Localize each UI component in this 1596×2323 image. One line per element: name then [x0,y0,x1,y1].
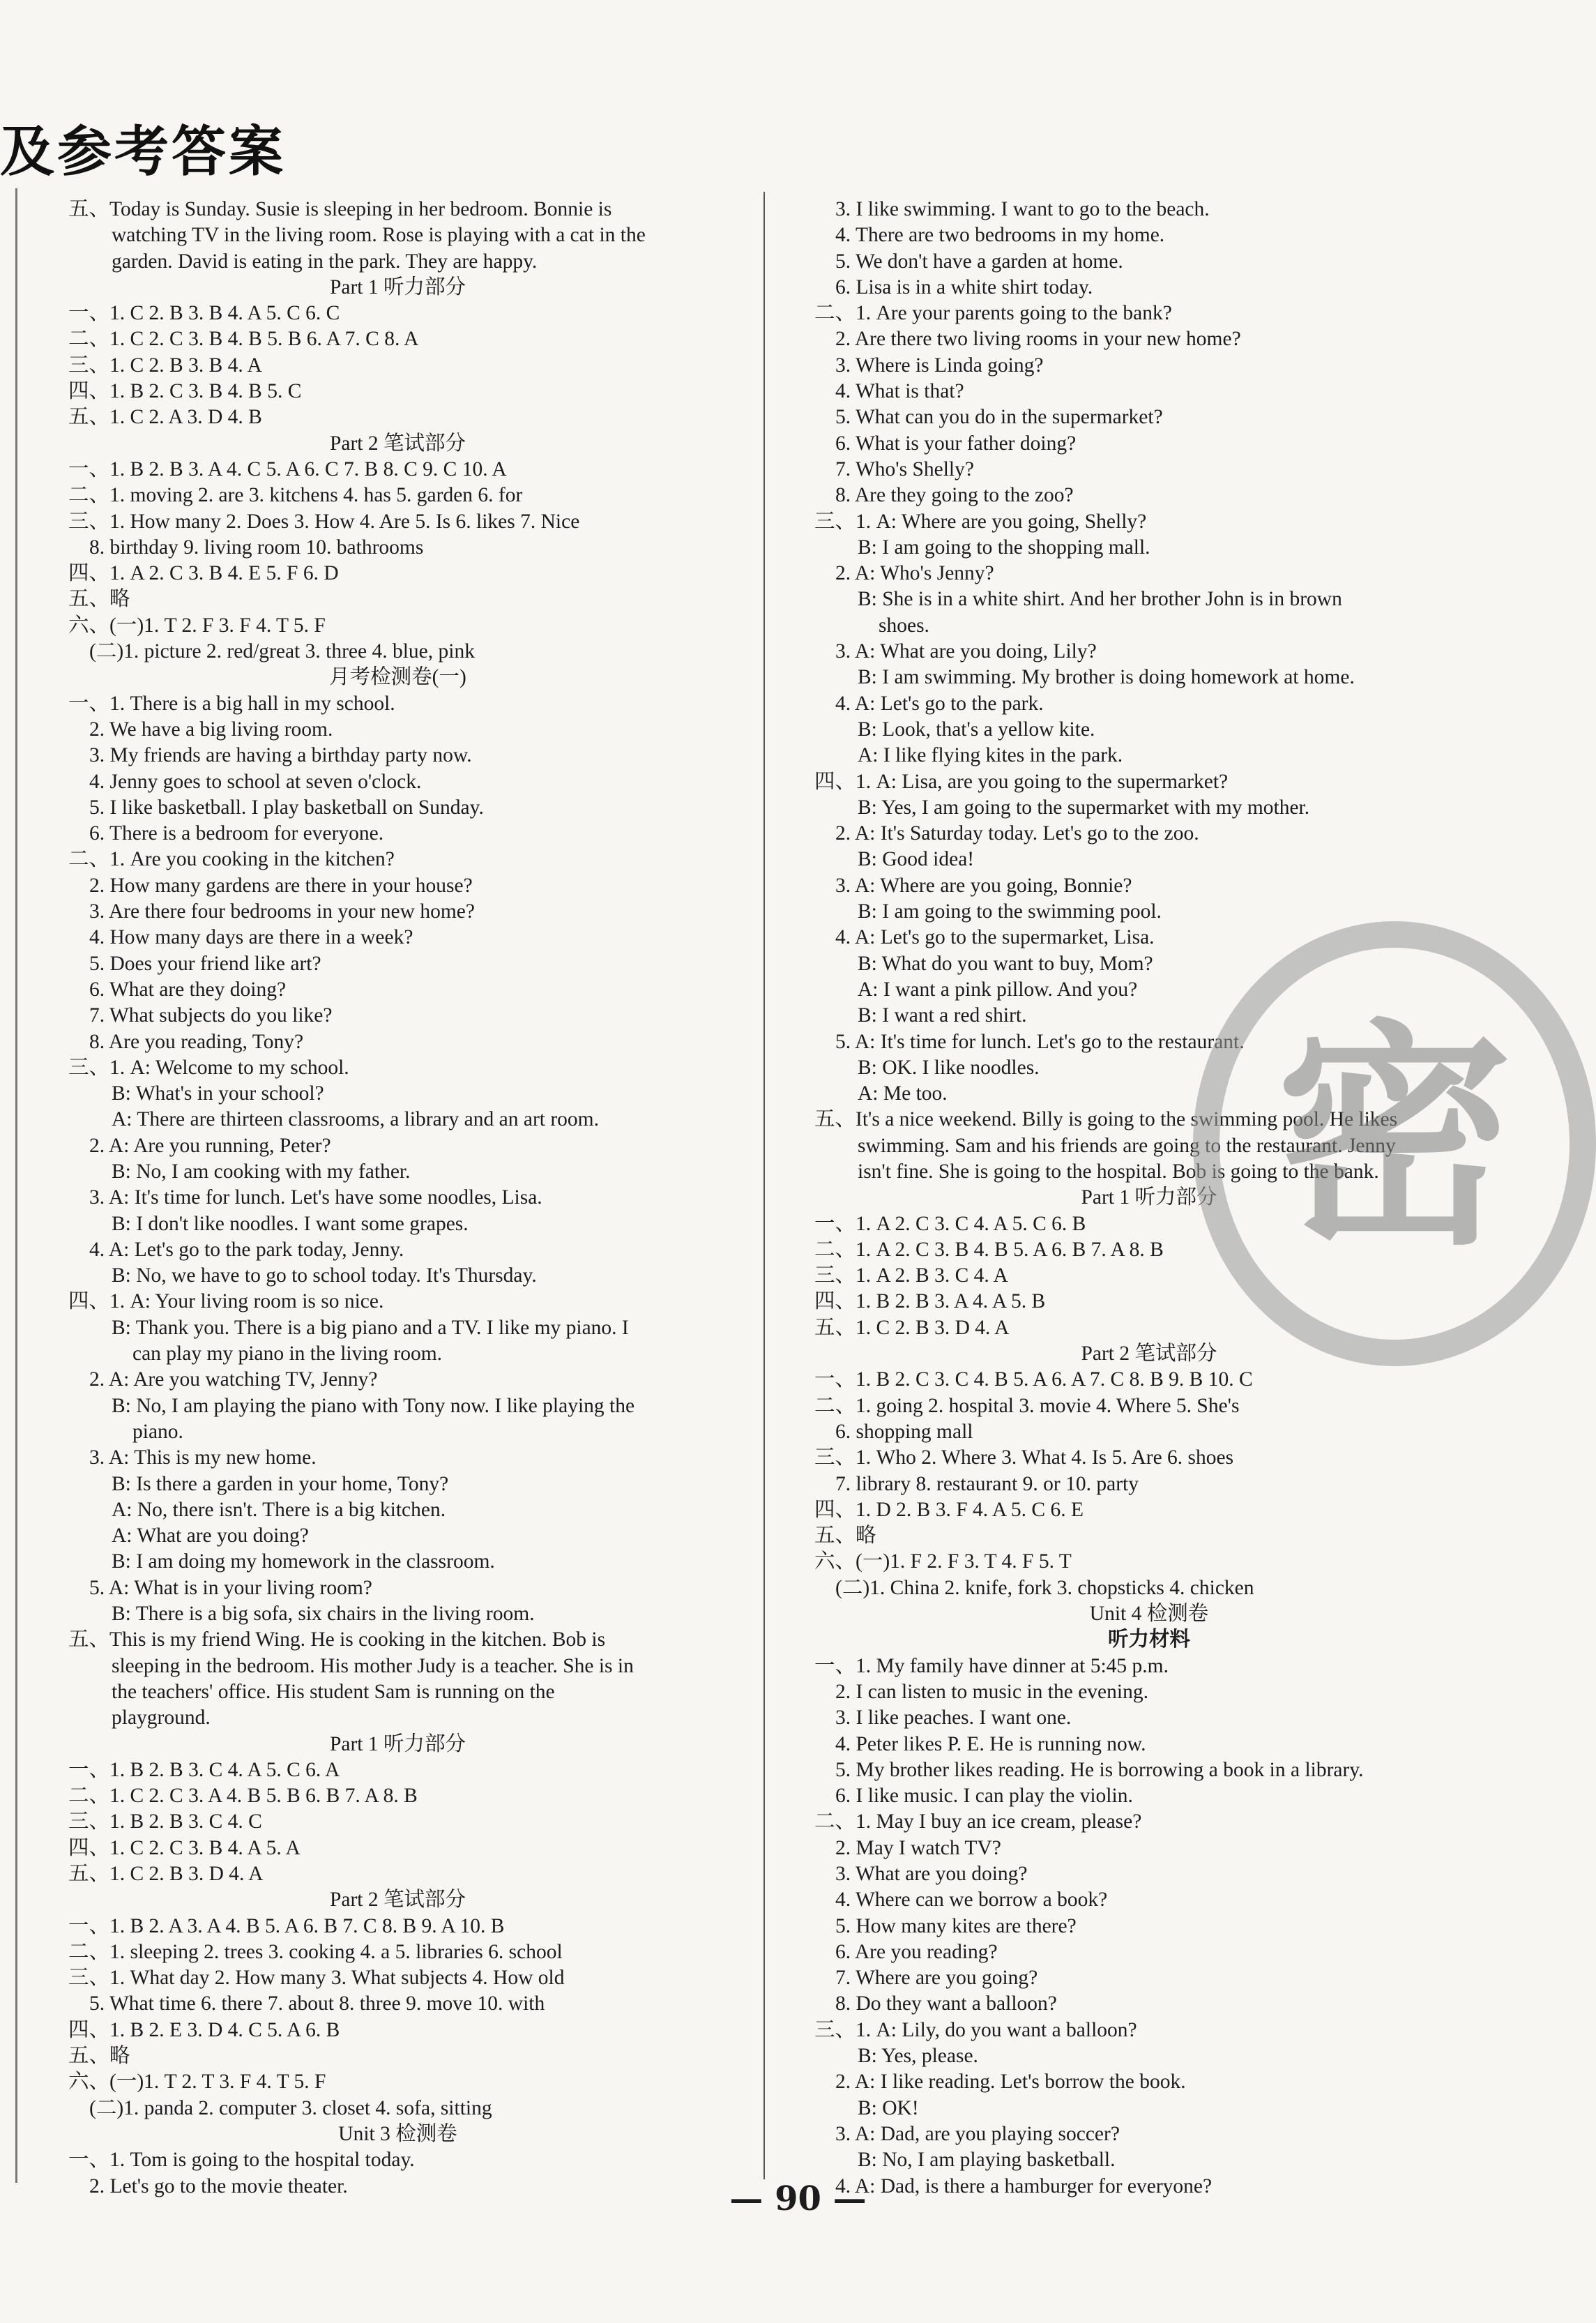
answer-line: garden. David is eating in the park. They are happy. [112,250,538,273]
answer-line: 2. Let's go to the movie theater. [89,2174,348,2197]
answer-line: 四、1. D 2. B 3. F 4. A 5. C 6. E [814,1498,1084,1521]
answer-line: 3. I like swimming. I want to go to the beach. [835,198,1210,220]
answer-line: B: No, I am playing basketball. [858,2149,1116,2172]
answer-line: 四、1. B 2. E 3. D 4. C 5. A 6. B [68,2018,340,2041]
answer-line: 2. A: Are you watching TV, Jenny? [89,1368,378,1391]
answer-line: 一、1. My family have dinner at 5:45 p.m. [814,1654,1169,1677]
answer-line: 二、1. Are your parents going to the bank? [814,302,1172,325]
answer-line: B: No, I am playing the piano with Tony now. I like playing the [112,1394,635,1417]
answer-line: A: What are you doing? [112,1524,309,1548]
answer-line: 五、This is my friend Wing. He is cooking in the kitchen. Bob is [68,1628,606,1651]
answer-line: 2. How many gardens are there in your house? [89,874,473,897]
answer-line: 5. My brother likes reading. He is borrowing a book in a library. [835,1758,1364,1781]
answer-line: 7. Who's Shelly? [835,457,974,481]
answer-line: 4. There are two bedrooms in my home. [835,224,1165,247]
answer-line: B: No, we have to go to school today. It's Thursday. [112,1264,537,1287]
answer-line: 8. Are you reading, Tony? [89,1030,304,1053]
answer-line: 二、1. C 2. C 3. B 4. B 5. B 6. A 7. C 8. A [68,328,419,351]
column-divider [763,192,765,2179]
answer-line: sleeping in the bedroom. His mother Judy is a teacher. She is in [112,1654,634,1677]
answer-line: 3. My friends are having a birthday party now. [89,744,472,767]
answer-line: 四、1. B 2. C 3. B 4. B 5. C [68,380,302,403]
answer-line: B: Is there a garden in your home, Tony? [112,1472,449,1495]
answer-line: 8. birthday 9. living room 10. bathrooms [89,536,424,559]
answer-line: 一、1. Tom is going to the hospital today. [68,2149,415,2172]
answer-line: B: What's in your school? [112,1082,324,1105]
answer-line: A: I like flying kites in the park. [858,744,1123,767]
answer-line: 5. Does your friend like art? [89,952,321,975]
answer-line: 4. How many days are there in a week? [89,926,413,949]
answer-line: 6. There is a bedroom for everyone. [89,822,384,845]
answer-line: 三、1. Who 2. Where 3. What 4. Is 5. Are 6. shoes [814,1446,1234,1469]
answer-line: 3. A: It's time for lunch. Let's have some noodles, Lisa. [89,1186,542,1209]
answer-line: 三、1. A 2. B 3. C 4. A [814,1264,1008,1287]
page-number: — 90 — [729,2179,867,2218]
answer-line: (二)1. picture 2. red/great 3. three 4. blue, pink [89,640,475,663]
answer-line: 5. What time 6. there 7. about 8. three 9. move 10. with [89,1992,545,2015]
answer-line: 2. A: I like reading. Let's borrow the book. [835,2071,1186,2094]
answer-line: 三、1. B 2. B 3. C 4. C [68,1810,262,1833]
answer-line: isn't fine. She is going to the hospital. Bob is going to the bank. [858,1160,1379,1183]
section-heading: Part 2 笔试部分 [1081,1342,1217,1365]
answer-line: 6. What are they doing? [89,978,287,1001]
answer-line: 4. Jenny goes to school at seven o'clock. [89,770,422,793]
answer-line: 2. May I watch TV? [835,1836,1001,1859]
answer-line: 三、1. A: Welcome to my school. [68,1056,349,1079]
answer-line: A: No, there isn't. There is a big kitchen. [112,1498,446,1521]
answer-line: 7. Where are you going? [835,1967,1038,1990]
answer-line: B: No, I am cooking with my father. [112,1160,411,1183]
answer-line: 三、1. A: Where are you going, Shelly? [814,510,1147,533]
answer-line: 3. A: What are you doing, Lily? [835,640,1097,663]
section-heading: Part 1 听力部分 [1081,1186,1217,1209]
answer-line: 5. A: It's time for lunch. Let's go to the restaurant. [835,1030,1245,1053]
answer-line: 三、1. What day 2. How many 3. What subjects 4. How old [68,1967,565,1990]
left-column [68,197,727,2200]
answer-line: 2. Are there two living rooms in your new home? [835,328,1241,351]
section-heading: Part 1 听力部分 [329,1732,466,1755]
answer-line: 四、1. C 2. C 3. B 4. A 5. A [68,1836,301,1859]
section-heading: Part 2 笔试部分 [329,432,466,455]
answer-line: 4. A: Let's go to the park. [835,692,1044,715]
answer-line: A: I want a pink pillow. And you? [858,978,1138,1001]
answer-line: 3. Are there four bedrooms in your new home? [89,900,475,923]
answer-line: 三、1. C 2. B 3. B 4. A [68,354,262,377]
answer-line: 6. I like music. I can play the violin. [835,1785,1133,1808]
answer-line: B: I want a red shirt. [858,1004,1027,1027]
answer-line: 6. What is your father doing? [835,432,1077,455]
answer-line: B: Thank you. There is a big piano and a TV. I like my piano. I [112,1316,629,1339]
answer-line: 四、1. B 2. B 3. A 4. A 5. B [814,1290,1046,1313]
answer-line: shoes. [879,614,929,637]
answer-line: 一、1. B 2. C 3. C 4. B 5. A 6. A 7. C 8. B 9. B 10. C [814,1368,1253,1391]
answer-line: swimming. Sam and his friends are going to the restaurant. Jenny [858,1134,1396,1157]
answer-line: watching TV in the living room. Rose is playing with a cat in the [112,224,646,247]
answer-line: 一、1. C 2. B 3. B 4. A 5. C 6. C [68,302,340,325]
seal-character: 密 [1276,1001,1513,1277]
page-header-title: 及参考答案 [0,121,287,183]
margin-bracket [15,188,17,2183]
section-heading: 听力材料 [1107,1628,1190,1651]
answer-line: 2. A: Are you running, Peter? [89,1134,331,1157]
answer-line: 五、略 [68,588,130,611]
answer-line: B: Yes, please. [858,2045,978,2068]
answer-line: 6. shopping mall [835,1420,973,1443]
answer-line: the teachers' office. His student Sam is running on the [112,1680,555,1703]
answer-line: can play my piano in the living room. [132,1342,443,1365]
answer-line: 一、1. A 2. C 3. C 4. A 5. C 6. B [814,1212,1086,1235]
answer-line: A: There are thirteen classrooms, a library and an art room. [112,1108,599,1131]
answer-line: 三、1. A: Lily, do you want a balloon? [814,2018,1137,2041]
answer-line: 五、略 [68,2045,130,2068]
answer-line: 3. A: This is my new home. [89,1446,317,1469]
answer-line: 二、1. Are you cooking in the kitchen? [68,848,395,871]
answer-line: 一、1. B 2. B 3. C 4. A 5. C 6. A [68,1758,340,1781]
answer-line: 一、1. B 2. B 3. A 4. C 5. A 6. C 7. B 8. C 9. C 10. A [68,457,507,481]
answer-line: 六、(一)1. F 2. F 3. T 4. F 5. T [814,1550,1072,1573]
answer-line: 二、1. moving 2. are 3. kitchens 4. has 5. garden 6. for [68,484,523,507]
section-heading: 月考检测卷(一) [329,666,466,689]
answer-line: 四、1. A: Your living room is so nice. [68,1290,384,1313]
answer-line: 4. Peter likes P. E. He is running now. [835,1732,1146,1755]
right-column [814,197,1484,2200]
answer-line: B: I don't like noodles. I want some grapes. [112,1212,469,1235]
answer-line: 二、1. going 2. hospital 3. movie 4. Where 5. She's [814,1394,1240,1417]
section-heading: Part 1 听力部分 [329,275,466,298]
answer-line: 2. A: It's Saturday today. Let's go to the zoo. [835,822,1199,845]
answer-line: 3. I like peaches. I want one. [835,1707,1072,1730]
answer-line: 4. A: Let's go to the park today, Jenny. [89,1238,404,1261]
answer-line: 7. What subjects do you like? [89,1004,333,1027]
answer-line: 4. Where can we borrow a book? [835,1889,1108,1912]
answer-line: 4. A: Let's go to the supermarket, Lisa. [835,926,1155,949]
answer-line: 三、1. How many 2. Does 3. How 4. Are 5. Is 6. likes 7. Nice [68,510,580,533]
answer-line: 5. We don't have a garden at home. [835,250,1123,273]
answer-line: B: I am going to the shopping mall. [858,536,1150,559]
answer-line: B: Yes, I am going to the supermarket with my mother. [858,796,1310,819]
answer-line: 4. A: Dad, is there a hamburger for everyone? [835,2174,1213,2197]
section-heading: Part 2 笔试部分 [329,1889,466,1912]
answer-line: B: I am going to the swimming pool. [858,900,1162,923]
answer-line: 六、(一)1. T 2. T 3. F 4. T 5. F [68,2071,326,2094]
answer-line: B: She is in a white shirt. And her brother John is in brown [858,588,1342,611]
answer-line: 一、1. B 2. A 3. A 4. B 5. A 6. B 7. C 8. B 9. A 10. B [68,1914,505,1937]
answer-line: 6. Are you reading? [835,1940,998,1963]
answer-line: piano. [132,1420,183,1443]
answer-line: 5. A: What is in your living room? [89,1576,372,1599]
answer-line: B: What do you want to buy, Mom? [858,952,1153,975]
answer-line: 5. How many kites are there? [835,1914,1077,1937]
answer-line: B: OK! [858,2096,919,2119]
answer-line: 五、1. C 2. A 3. D 4. B [68,406,262,429]
answer-line: 二、1. A 2. C 3. B 4. B 5. A 6. B 7. A 8. B [814,1238,1164,1261]
answer-line: 五、Today is Sunday. Susie is sleeping in her bedroom. Bonnie is [68,198,612,220]
answer-line: 五、1. C 2. B 3. D 4. A [814,1316,1010,1339]
answer-line: B: I am swimming. My brother is doing homework at home. [858,666,1355,689]
answer-line: 二、1. sleeping 2. trees 3. cooking 4. a 5. libraries 6. school [68,1940,563,1963]
answer-line: 2. A: Who's Jenny? [835,562,994,585]
answer-line: 2. We have a big living room. [89,718,333,741]
answer-line: A: Me too. [858,1082,948,1105]
answer-line: (二)1. China 2. knife, fork 3. chopsticks 4. chicken [835,1576,1254,1599]
answer-line: 3. Where is Linda going? [835,354,1044,377]
answer-line: (二)1. panda 2. computer 3. closet 4. sofa, sitting [89,2096,492,2119]
answer-line: B: There is a big sofa, six chairs in the living room. [112,1603,535,1626]
answer-line: 3. What are you doing? [835,1863,1028,1885]
answer-line: 7. library 8. restaurant 9. or 10. party [835,1472,1139,1495]
answer-line: 2. I can listen to music in the evening. [835,1680,1148,1703]
answer-line: B: Look, that's a yellow kite. [858,718,1095,741]
answer-line: 8. Are they going to the zoo? [835,484,1074,507]
answer-line: 四、1. A 2. C 3. B 4. E 5. F 6. D [68,562,339,585]
answer-line: 二、1. C 2. C 3. A 4. B 5. B 6. B 7. A 8. B [68,1785,418,1808]
answer-line: 6. Lisa is in a white shirt today. [835,275,1093,298]
answer-line: 3. A: Where are you going, Bonnie? [835,874,1132,897]
answer-line: 8. Do they want a balloon? [835,1992,1057,2015]
answer-line: 六、(一)1. T 2. F 3. F 4. T 5. F [68,614,326,637]
section-heading: Unit 4 检测卷 [1089,1603,1209,1626]
answer-line: 四、1. A: Lisa, are you going to the supermarket? [814,770,1229,793]
answer-line: 3. A: Dad, are you playing soccer? [835,2122,1120,2145]
answer-line: 五、1. C 2. B 3. D 4. A [68,1863,264,1885]
answer-line: 五、It's a nice weekend. Billy is going to the swimming pool. He likes [814,1108,1398,1131]
answer-line: playground. [112,1707,211,1730]
section-heading: Unit 3 检测卷 [338,2122,457,2145]
answer-line: B: I am doing my homework in the classroom. [112,1550,495,1573]
answer-line: 5. What can you do in the supermarket? [835,406,1163,429]
answer-line: B: OK. I like noodles. [858,1056,1040,1079]
answer-line: 五、略 [814,1524,876,1548]
answer-line: 二、1. May I buy an ice cream, please? [814,1810,1142,1833]
answer-line: 4. What is that? [835,380,964,403]
answer-line: 一、1. There is a big hall in my school. [68,692,395,715]
answer-line: 5. I like basketball. I play basketball on Sunday. [89,796,484,819]
answer-line: B: Good idea! [858,848,975,871]
